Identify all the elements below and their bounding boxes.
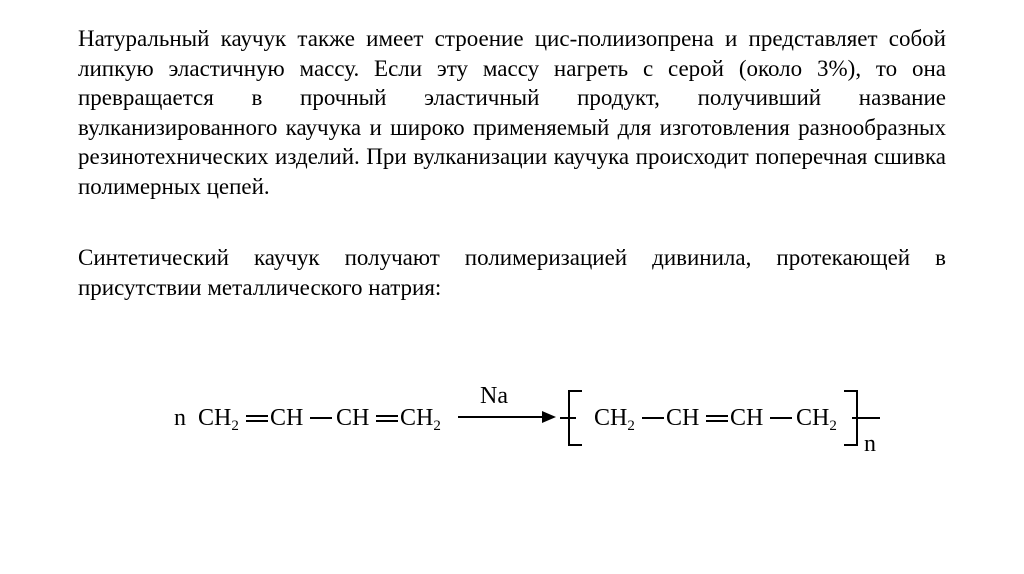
chemical-equation [0, 378, 1024, 468]
product-ch-2: CH [666, 405, 700, 431]
chain-end-bond [852, 417, 880, 419]
coefficient-n: n [174, 405, 186, 431]
reaction-arrow-shaft [458, 416, 546, 418]
product-ch2-4: $CH_2$ [796, 405, 837, 434]
reactant-ch2-1: $CH_2$ [198, 405, 239, 434]
paragraph-natural-rubber: Натуральный каучук также имеет строение цис-полиизопрена и представляет собой липкую эластичную массу. Если эту массу нагреть с серой (около 3%), то она превращается в прочный эластичный продукт, получивший название вулканизированного каучука и широко применяемый для изготовления разнообразных резинотехнических изделий. При вулканизации каучука происходит поперечная сшивка полимерных цепей. [78, 26, 946, 199]
single-bond [310, 417, 332, 419]
reactant-ch-2: CH [270, 405, 304, 431]
single-bond [642, 417, 664, 419]
product-ch2-1: $CH_2$ [594, 405, 635, 434]
repeat-count-n: n [864, 431, 876, 457]
double-bond [706, 415, 728, 422]
reactant-ch2-4: $CH_2$ [400, 405, 441, 434]
double-bond [376, 415, 398, 422]
reaction-arrow-head [542, 411, 556, 423]
single-bond [770, 417, 792, 419]
reactant-ch-3: CH [336, 405, 370, 431]
left-bracket [568, 390, 582, 446]
double-bond [246, 415, 268, 422]
product-ch-3: CH [730, 405, 764, 431]
catalyst-na: Na [480, 383, 508, 409]
paragraph-synthetic-rubber: Синтетический каучук получают полимеризацией дивинила, протекающей в присутствии металлического натрия: [78, 245, 946, 300]
